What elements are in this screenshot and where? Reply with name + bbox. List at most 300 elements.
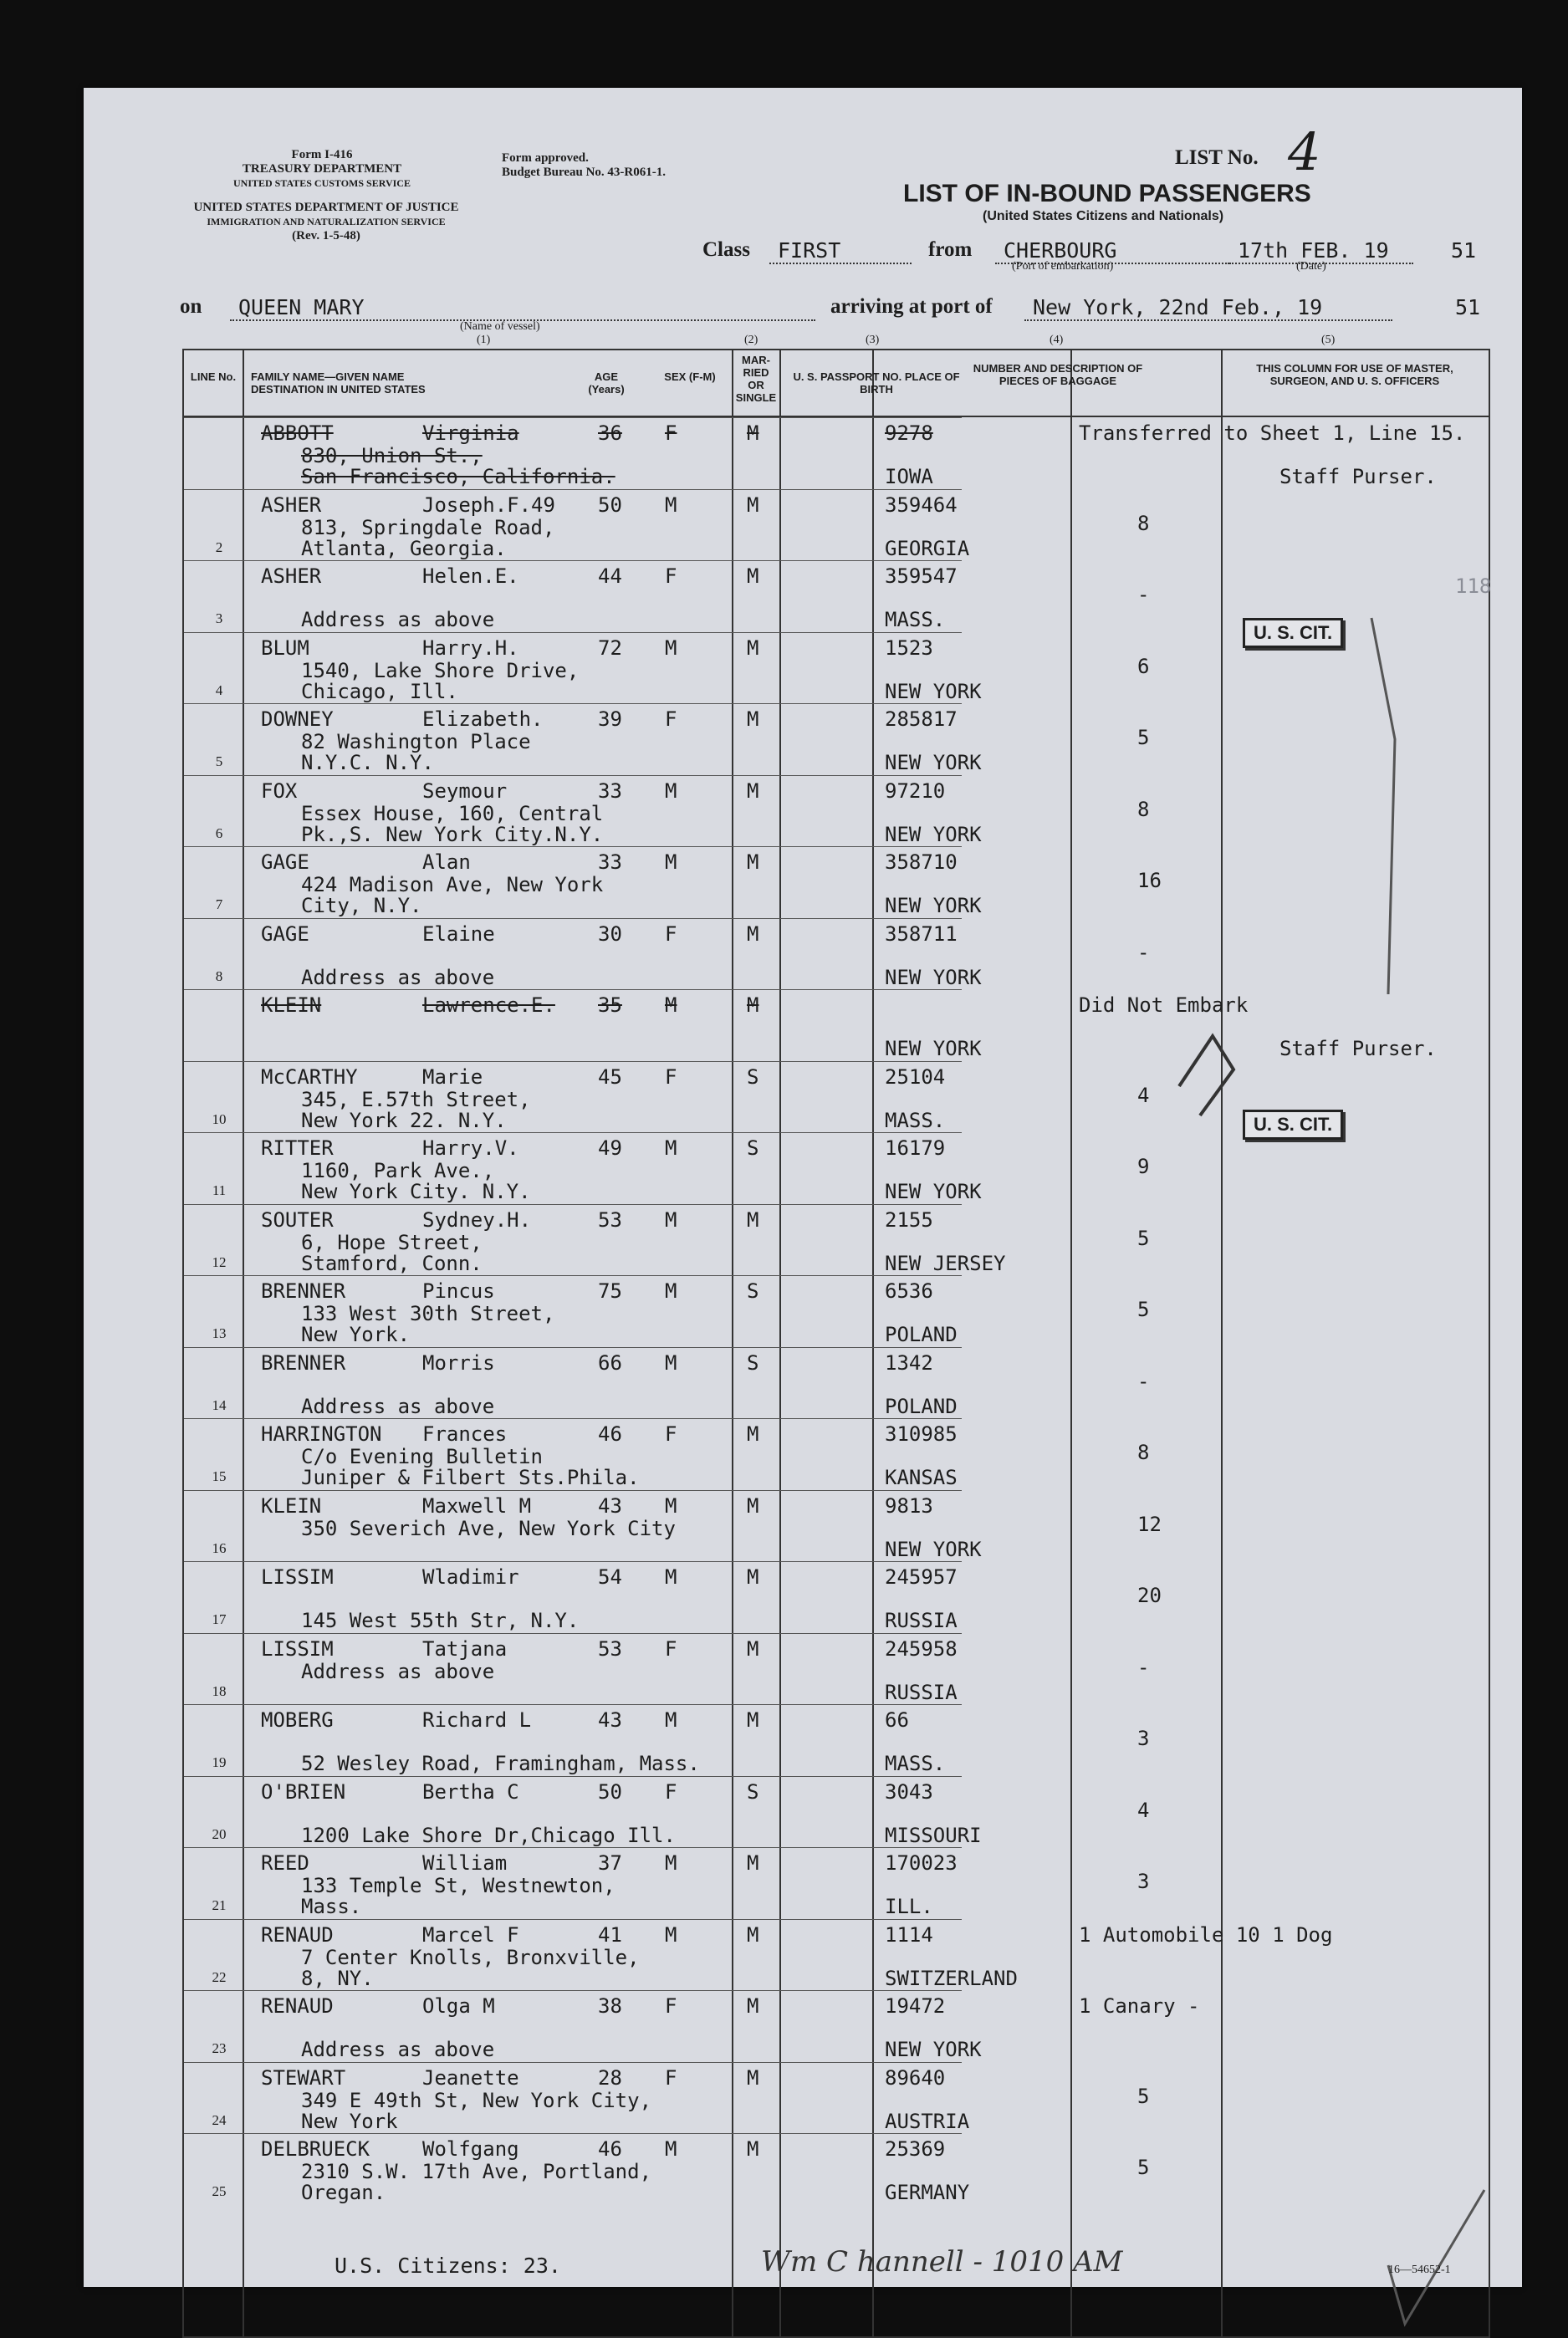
baggage: Transferred to Sheet 1, Line 15. bbox=[1079, 421, 1466, 445]
baggage: 9 bbox=[1137, 1155, 1150, 1178]
given-name: Harry.V. bbox=[422, 1136, 519, 1160]
address-line-2: Juniper & Filbert Sts.Phila. bbox=[301, 1466, 640, 1489]
sex: M bbox=[665, 1922, 677, 1947]
address-line-2: Address as above bbox=[301, 965, 495, 989]
line-number: 11 bbox=[212, 1182, 227, 1198]
col-married: MAR- RIED OR SINGLE bbox=[735, 354, 777, 404]
justice-label: UNITED STATES DEPARTMENT OF JUSTICE bbox=[193, 201, 459, 214]
marital-status: M bbox=[747, 1708, 759, 1732]
arrival-port: New York, 22nd Feb., 19 bbox=[1024, 295, 1392, 321]
age: 36 bbox=[598, 421, 622, 445]
place-of-birth: NEW YORK bbox=[885, 751, 982, 774]
sex: M bbox=[665, 1136, 677, 1160]
address-line-2: Mass. bbox=[301, 1895, 362, 1918]
age: 41 bbox=[598, 1922, 622, 1947]
place-of-birth: GERMANY bbox=[885, 2181, 970, 2204]
family-name: DELBRUECK bbox=[261, 2137, 370, 2161]
baggage: - bbox=[1137, 1369, 1150, 1393]
age: 35 bbox=[598, 993, 622, 1017]
col-age: AGE (Years) bbox=[588, 370, 625, 396]
sex: M bbox=[665, 1708, 677, 1732]
marital-status: M bbox=[747, 636, 759, 660]
sex: F bbox=[665, 1064, 677, 1089]
baggage: 6 bbox=[1137, 654, 1150, 678]
col-family-name: FAMILY NAME—GIVEN NAME DESTINATION IN UNITED STATES bbox=[251, 370, 426, 396]
passport-number: 358711 bbox=[885, 921, 958, 946]
place-of-birth: NEW YORK bbox=[885, 2038, 982, 2061]
address-line-1: 2310 S.W. 17th Ave, Portland, bbox=[301, 2160, 652, 2183]
passport-number: 1342 bbox=[885, 1350, 933, 1375]
baggage: - bbox=[1137, 583, 1150, 606]
address-line-2: Address as above bbox=[301, 1394, 495, 1418]
marital-status: S bbox=[747, 1136, 759, 1160]
col-officers: THIS COLUMN FOR USE OF MASTER, SURGEON, AND U. S. OFFICERS bbox=[1256, 362, 1453, 387]
vessel-colnum: (1) bbox=[477, 334, 491, 346]
citizens-total: U.S. Citizens: 23. bbox=[335, 2254, 561, 2278]
age: 43 bbox=[598, 1493, 622, 1518]
line-number: 15 bbox=[212, 1468, 227, 1484]
colnum-4: (4) bbox=[1050, 334, 1064, 346]
class-value: FIRST bbox=[769, 238, 912, 264]
baggage: 3 bbox=[1137, 1727, 1150, 1750]
immigration-label: IMMIGRATION AND NATURALIZATION SERVICE bbox=[207, 216, 446, 227]
baggage: 16 bbox=[1137, 869, 1162, 892]
customs-label: UNITED STATES CUSTOMS SERVICE bbox=[233, 177, 411, 189]
address-line-2: Chicago, Ill. bbox=[301, 679, 458, 703]
sex: M bbox=[665, 1207, 677, 1232]
marital-status: S bbox=[747, 1779, 759, 1804]
sex: M bbox=[665, 1851, 677, 1875]
place-of-birth: GEORGIA bbox=[885, 536, 970, 560]
sex: F bbox=[665, 564, 677, 588]
passport-number: 285817 bbox=[885, 707, 958, 731]
sex: M bbox=[665, 493, 677, 517]
baggage: - bbox=[1137, 940, 1150, 964]
address-line-2: 8, NY. bbox=[301, 1966, 374, 1990]
sex: F bbox=[665, 1994, 677, 2018]
sex: F bbox=[665, 421, 677, 445]
remark: Staff Purser. bbox=[1279, 1037, 1437, 1060]
family-name: BLUM bbox=[261, 636, 309, 660]
from-label: from bbox=[928, 238, 973, 261]
budget-label: Budget Bureau No. 43-R061-1. bbox=[502, 166, 666, 179]
age: 37 bbox=[598, 1851, 622, 1875]
address-line-2: 52 Wesley Road, Framingham, Mass. bbox=[301, 1752, 700, 1775]
sex: F bbox=[665, 1779, 677, 1804]
given-name: Tatjana bbox=[422, 1636, 508, 1661]
address-line-2: Address as above bbox=[301, 608, 495, 631]
date-value: 17th FEB. 19 bbox=[1229, 238, 1413, 264]
age: 44 bbox=[598, 564, 622, 588]
address-line-2: San Francisco, California. bbox=[301, 465, 615, 488]
colnum-5: (5) bbox=[1321, 334, 1336, 346]
given-name: Maxwell M bbox=[422, 1493, 532, 1518]
col-line-no: LINE No. bbox=[190, 370, 237, 383]
family-name: ASHER bbox=[261, 493, 322, 517]
address-line-2: 1200 Lake Shore Dr,Chicago Ill. bbox=[301, 1823, 676, 1847]
marital-status: M bbox=[747, 850, 759, 874]
baggage: 5 bbox=[1137, 2084, 1150, 2108]
list-number-label: LIST No. bbox=[1175, 146, 1259, 169]
arrival-year: 51 bbox=[1455, 295, 1481, 319]
place-of-birth: NEW YORK bbox=[885, 1037, 982, 1060]
marital-status: M bbox=[747, 564, 759, 588]
place-of-birth: NEW YORK bbox=[885, 894, 982, 917]
passport-number: 9813 bbox=[885, 1493, 933, 1518]
family-name: DOWNEY bbox=[261, 707, 334, 731]
given-name: Morris bbox=[422, 1350, 495, 1375]
sex: M bbox=[665, 2137, 677, 2161]
col-passport: U. S. PASSPORT NO. PLACE OF BIRTH bbox=[793, 370, 960, 396]
passport-number: 1114 bbox=[885, 1922, 933, 1947]
given-name: Bertha C bbox=[422, 1779, 519, 1804]
marital-status: M bbox=[747, 1565, 759, 1589]
family-name: GAGE bbox=[261, 850, 309, 874]
marital-status: M bbox=[747, 1422, 759, 1446]
given-name: Lawrence.E. bbox=[422, 993, 555, 1017]
baggage: Did Not Embark bbox=[1079, 993, 1249, 1017]
sex: M bbox=[665, 1493, 677, 1518]
print-code: 16—54652-1 bbox=[1388, 2264, 1451, 2276]
marital-status: M bbox=[747, 2065, 759, 2090]
approved-label: Form approved. bbox=[502, 151, 589, 165]
passport-number: 9278 bbox=[885, 421, 933, 445]
baggage: 4 bbox=[1137, 1083, 1150, 1107]
age: 28 bbox=[598, 2065, 622, 2090]
place-of-birth: RUSSIA bbox=[885, 1680, 958, 1704]
baggage: 20 bbox=[1137, 1584, 1162, 1607]
baggage: 1 Canary - bbox=[1079, 1994, 1200, 2018]
marital-status: M bbox=[747, 707, 759, 731]
address-line-2: New York City. N.Y. bbox=[301, 1180, 531, 1203]
age: 46 bbox=[598, 1422, 622, 1446]
place-of-birth: SWITZERLAND bbox=[885, 1966, 1018, 1990]
place-of-birth: NEW YORK bbox=[885, 679, 982, 703]
place-of-birth: ILL. bbox=[885, 1895, 933, 1918]
given-name: Jeanette bbox=[422, 2065, 519, 2090]
marital-status: M bbox=[747, 1636, 759, 1661]
colnum-2: (2) bbox=[744, 334, 758, 346]
marital-status: M bbox=[747, 778, 759, 803]
place-of-birth: MASS. bbox=[885, 608, 946, 631]
place-of-birth: NEW YORK bbox=[885, 965, 982, 989]
baggage: 12 bbox=[1137, 1512, 1162, 1536]
place-of-birth: NEW YORK bbox=[885, 822, 982, 846]
family-name: ABBOTT bbox=[261, 421, 334, 445]
class-label: Class bbox=[702, 238, 750, 261]
list-number-value: 4 bbox=[1288, 121, 1321, 182]
us-citizen-stamp: U. S. CIT. bbox=[1243, 1110, 1343, 1140]
pencil-check-line bbox=[184, 350, 1492, 2336]
line-number: 7 bbox=[215, 896, 223, 912]
baggage: 5 bbox=[1137, 726, 1150, 749]
age: 72 bbox=[598, 636, 622, 660]
sex: F bbox=[665, 1636, 677, 1661]
date-year: 51 bbox=[1451, 238, 1477, 263]
age: 45 bbox=[598, 1064, 622, 1089]
address-line-1: 6, Hope Street, bbox=[301, 1230, 483, 1254]
line-number: 12 bbox=[212, 1253, 227, 1270]
vessel-caption: (Name of vessel) bbox=[460, 320, 540, 333]
sex: F bbox=[665, 2065, 677, 2090]
marital-status: M bbox=[747, 1994, 759, 2018]
family-name: BRENNER bbox=[261, 1279, 346, 1303]
passport-number: 66 bbox=[885, 1708, 909, 1732]
place-of-birth: NEW YORK bbox=[885, 1537, 982, 1561]
address-line-2: Oregan. bbox=[301, 2181, 386, 2204]
passport-number: 1523 bbox=[885, 636, 933, 660]
sex: M bbox=[665, 1350, 677, 1375]
given-name: Helen.E. bbox=[422, 564, 519, 588]
line-number: 5 bbox=[215, 753, 223, 769]
address-line-2: City, N.Y. bbox=[301, 894, 422, 917]
given-name: Seymour bbox=[422, 778, 508, 803]
manifest-sheet bbox=[84, 88, 1522, 2287]
place-of-birth: POLAND bbox=[885, 1323, 958, 1346]
passport-number: 97210 bbox=[885, 778, 946, 803]
justice-block bbox=[176, 201, 477, 243]
address-line-1: 350 Severich Ave, New York City bbox=[301, 1516, 676, 1540]
address-line-1: 813, Springdale Road, bbox=[301, 515, 555, 539]
address-line-1: 1540, Lake Shore Drive, bbox=[301, 658, 580, 682]
line-number: 3 bbox=[215, 610, 223, 626]
line-number: 24 bbox=[212, 2111, 227, 2128]
passport-number: 359464 bbox=[885, 493, 958, 517]
remark: Staff Purser. bbox=[1279, 465, 1437, 488]
port-caption: (Port of embarkation) bbox=[1012, 260, 1114, 273]
line-number: 17 bbox=[212, 1611, 227, 1627]
marital-status: S bbox=[747, 1064, 759, 1089]
line-number: 22 bbox=[212, 1968, 227, 1985]
place-of-birth: AUSTRIA bbox=[885, 2109, 970, 2133]
treasury-label: TREASURY DEPARTMENT bbox=[242, 162, 402, 176]
col-baggage: NUMBER AND DESCRIPTION OF PIECES OF BAGGAGE bbox=[973, 362, 1143, 387]
passport-number: 25104 bbox=[885, 1064, 946, 1089]
arriving-label: arriving at port of bbox=[830, 295, 993, 318]
marital-status: S bbox=[747, 1350, 759, 1375]
age: 43 bbox=[598, 1708, 622, 1732]
age: 33 bbox=[598, 778, 622, 803]
line-number: 10 bbox=[212, 1110, 227, 1127]
age: 66 bbox=[598, 1350, 622, 1375]
baggage: 8 bbox=[1137, 797, 1150, 821]
place-of-birth: NEW YORK bbox=[885, 1180, 982, 1203]
address-line-2: N.Y.C. N.Y. bbox=[301, 751, 434, 774]
age: 39 bbox=[598, 707, 622, 731]
sex: F bbox=[665, 1422, 677, 1446]
marital-status: M bbox=[747, 1493, 759, 1518]
age: 38 bbox=[598, 1994, 622, 2018]
address-line-1: 133 West 30th Street, bbox=[301, 1302, 555, 1325]
marital-status: M bbox=[747, 1207, 759, 1232]
family-name: McCARTHY bbox=[261, 1064, 358, 1089]
vessel-name: QUEEN MARY bbox=[230, 295, 815, 321]
given-name: Marcel F bbox=[422, 1922, 519, 1947]
family-name: STEWART bbox=[261, 2065, 346, 2090]
marital-status: M bbox=[747, 493, 759, 517]
line-number: 18 bbox=[212, 1682, 227, 1699]
given-name: Harry.H. bbox=[422, 636, 519, 660]
age: 46 bbox=[598, 2137, 622, 2161]
age: 53 bbox=[598, 1636, 622, 1661]
passport-number: 245958 bbox=[885, 1636, 958, 1661]
address-line-1: 830, Union St., bbox=[301, 444, 483, 467]
line-number: 4 bbox=[215, 681, 223, 698]
family-name: REED bbox=[261, 1851, 309, 1875]
given-name: Marie bbox=[422, 1064, 483, 1089]
line-number: 13 bbox=[212, 1325, 227, 1341]
address-line-2: Atlanta, Georgia. bbox=[301, 536, 507, 560]
given-name: Alan bbox=[422, 850, 471, 874]
form-subtitle: (United States Citizens and Nationals) bbox=[983, 209, 1224, 223]
family-name: FOX bbox=[261, 778, 298, 803]
baggage: 1 Automobile 10 1 Dog bbox=[1079, 1922, 1333, 1947]
passport-number: 358710 bbox=[885, 850, 958, 874]
given-name: Pincus bbox=[422, 1279, 495, 1303]
family-name: MOBERG bbox=[261, 1708, 334, 1732]
baggage: 8 bbox=[1137, 1441, 1150, 1464]
baggage: 5 bbox=[1137, 1298, 1150, 1321]
given-name: Olga M bbox=[422, 1994, 495, 2018]
address-line-1: 1160, Park Ave., bbox=[301, 1159, 495, 1182]
marital-status: M bbox=[747, 993, 759, 1017]
baggage: - bbox=[1137, 1655, 1150, 1679]
passport-number: 2155 bbox=[885, 1207, 933, 1232]
form-number: Form I-416 bbox=[291, 148, 353, 161]
sex: M bbox=[665, 636, 677, 660]
address-line-1: Essex House, 160, Central bbox=[301, 801, 604, 825]
family-name: HARRINGTON bbox=[261, 1422, 382, 1446]
age: 50 bbox=[598, 493, 622, 517]
address-line-2: New York bbox=[301, 2109, 398, 2133]
revision-label: (Rev. 1-5-48) bbox=[292, 229, 360, 242]
address-line-1: 424 Madison Ave, New York bbox=[301, 873, 604, 896]
place-of-birth: MASS. bbox=[885, 1108, 946, 1132]
family-name: RENAUD bbox=[261, 1922, 334, 1947]
marital-status: S bbox=[747, 1279, 759, 1303]
place-of-birth: MASS. bbox=[885, 1752, 946, 1775]
approval-block bbox=[502, 151, 666, 180]
baggage: 8 bbox=[1137, 511, 1150, 535]
remark: 118 bbox=[1455, 574, 1492, 598]
address-line-1: 345, E.57th Street, bbox=[301, 1087, 531, 1111]
sex: F bbox=[665, 707, 677, 731]
on-label: on bbox=[180, 295, 202, 318]
date-caption: (Date) bbox=[1296, 260, 1326, 273]
marital-status: M bbox=[747, 1922, 759, 1947]
line-number: 14 bbox=[212, 1396, 227, 1413]
place-of-birth: NEW JERSEY bbox=[885, 1251, 1006, 1275]
line-number: 20 bbox=[212, 1825, 227, 1842]
address-line-2: New York. bbox=[301, 1323, 411, 1346]
given-name: Wladimir bbox=[422, 1565, 519, 1589]
passport-number: 3043 bbox=[885, 1779, 933, 1804]
given-name: William bbox=[422, 1851, 508, 1875]
us-citizen-stamp: U. S. CIT. bbox=[1243, 618, 1343, 648]
age: 30 bbox=[598, 921, 622, 946]
family-name: KLEIN bbox=[261, 993, 322, 1017]
passport-number: 245957 bbox=[885, 1565, 958, 1589]
marital-status: M bbox=[747, 421, 759, 445]
age: 33 bbox=[598, 850, 622, 874]
age: 75 bbox=[598, 1279, 622, 1303]
from-value: CHERBOURG bbox=[995, 238, 1229, 264]
line-number: 2 bbox=[215, 539, 223, 555]
line-number: 16 bbox=[212, 1539, 227, 1556]
address-line-1: Address as above bbox=[301, 1659, 495, 1683]
passport-number: 19472 bbox=[885, 1994, 946, 2018]
given-name: Sydney.H. bbox=[422, 1207, 532, 1232]
age: 50 bbox=[598, 1779, 622, 1804]
sex: F bbox=[665, 921, 677, 946]
family-name: KLEIN bbox=[261, 1493, 322, 1518]
baggage: 4 bbox=[1137, 1798, 1150, 1822]
given-name: Wolfgang bbox=[422, 2137, 519, 2161]
family-name: GAGE bbox=[261, 921, 309, 946]
family-name: RENAUD bbox=[261, 1994, 334, 2018]
address-line-2: Address as above bbox=[301, 2038, 495, 2061]
given-name: Richard L bbox=[422, 1708, 532, 1732]
passport-number: 25369 bbox=[885, 2137, 946, 2161]
col-sex: SEX (F-M) bbox=[664, 370, 716, 383]
address-line-1: 7 Center Knolls, Bronxville, bbox=[301, 1945, 640, 1969]
family-name: BRENNER bbox=[261, 1350, 346, 1375]
line-number: 6 bbox=[215, 824, 223, 841]
line-number: 8 bbox=[215, 967, 223, 984]
passenger-table bbox=[182, 349, 1490, 2338]
given-name: Frances bbox=[422, 1422, 508, 1446]
baggage: 3 bbox=[1137, 1870, 1150, 1893]
given-name: Virginia bbox=[422, 421, 519, 445]
given-name: Elaine bbox=[422, 921, 495, 946]
passport-number: 310985 bbox=[885, 1422, 958, 1446]
line-number: 23 bbox=[212, 2040, 227, 2056]
passport-number: 16179 bbox=[885, 1136, 946, 1160]
family-name: O'BRIEN bbox=[261, 1779, 346, 1804]
marital-status: M bbox=[747, 2137, 759, 2161]
passport-number: 170023 bbox=[885, 1851, 958, 1875]
place-of-birth: POLAND bbox=[885, 1394, 958, 1418]
colnum-3: (3) bbox=[866, 334, 880, 346]
address-line-1: 349 E 49th St, New York City, bbox=[301, 2088, 652, 2112]
officer-signature: Wm C hannell - 1010 AM bbox=[761, 2245, 1123, 2279]
age: 53 bbox=[598, 1207, 622, 1232]
form-agency-block bbox=[209, 148, 435, 191]
family-name: SOUTER bbox=[261, 1207, 334, 1232]
line-number: 19 bbox=[212, 1754, 227, 1770]
address-line-1: C/o Evening Bulletin bbox=[301, 1445, 543, 1468]
address-line-2: New York 22. N.Y. bbox=[301, 1108, 507, 1132]
address-line-1: 82 Washington Place bbox=[301, 730, 531, 753]
passport-number: 359547 bbox=[885, 564, 958, 588]
place-of-birth: MISSOURI bbox=[885, 1823, 982, 1847]
sex: M bbox=[665, 778, 677, 803]
marital-status: M bbox=[747, 921, 759, 946]
place-of-birth: RUSSIA bbox=[885, 1609, 958, 1632]
baggage: 5 bbox=[1137, 2156, 1150, 2179]
place-of-birth: IOWA bbox=[885, 465, 933, 488]
sex: M bbox=[665, 993, 677, 1017]
place-of-birth: KANSAS bbox=[885, 1466, 958, 1489]
address-line-1: 133 Temple St, Westnewton, bbox=[301, 1874, 615, 1897]
family-name: LISSIM bbox=[261, 1565, 334, 1589]
sex: M bbox=[665, 850, 677, 874]
age: 49 bbox=[598, 1136, 622, 1160]
family-name: LISSIM bbox=[261, 1636, 334, 1661]
form-title: LIST OF IN-BOUND PASSENGERS bbox=[903, 180, 1311, 207]
passport-number: 89640 bbox=[885, 2065, 946, 2090]
passport-number: 6536 bbox=[885, 1279, 933, 1303]
